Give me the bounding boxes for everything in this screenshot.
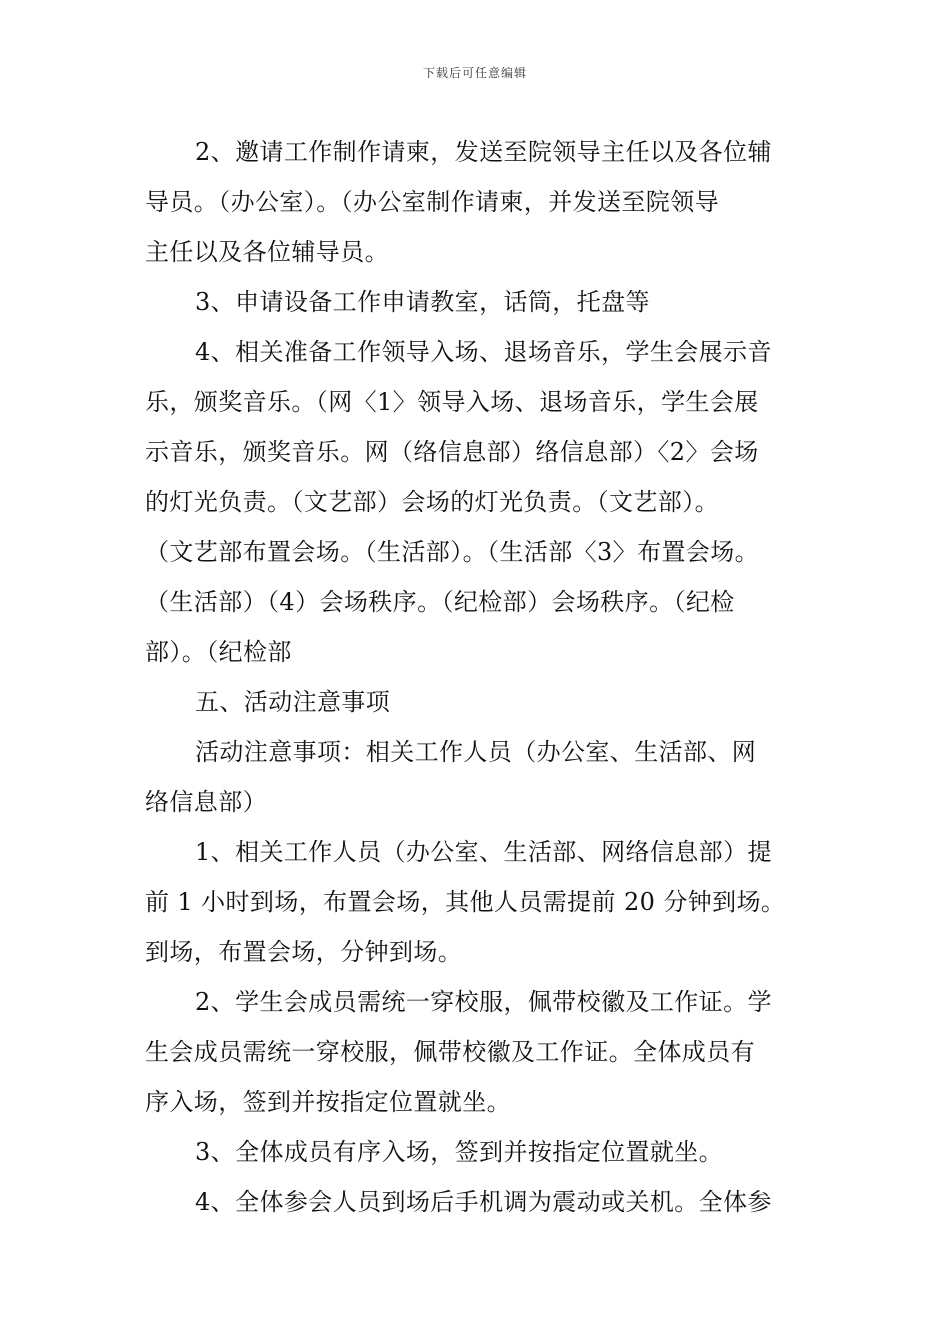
text-line: 到场，布置会场，分钟到场。: [145, 938, 463, 966]
text-line: 导员。（办公室）。（办公室制作请柬，并发送至院领导: [145, 188, 719, 216]
text-line: 示音乐，颁奖音乐。网（络信息部）络信息部）〈2〉会场: [145, 438, 759, 466]
text-line: 4、相关准备工作领导入场、退场音乐，学生会展示音: [195, 338, 772, 366]
text-line: 主任以及各位辅导员。: [145, 238, 389, 266]
page-header-note: 下载后可任意编辑: [422, 66, 527, 80]
text-line: 乐，颁奖音乐。（网〈1〉领导入场、退场音乐，学生会展: [145, 388, 759, 416]
text-line: 络信息部）: [145, 788, 267, 816]
text-line: 活动注意事项：相关工作人员（办公室、生活部、网: [195, 738, 757, 766]
text-line: 3、全体成员有序入场，签到并按指定位置就坐。: [195, 1138, 724, 1166]
text-line: 2、学生会成员需统一穿校服，佩带校徽及工作证。学: [195, 988, 772, 1016]
text-line: 的灯光负责。（文艺部）会场的灯光负责。（文艺部）。: [145, 488, 719, 516]
document-body: [145, 127, 810, 1227]
text-line: 序入场，签到并按指定位置就坐。: [145, 1088, 511, 1116]
section-heading: 五、活动注意事项: [195, 688, 391, 716]
text-line: 4、全体参会人员到场后手机调为震动或关机。全体参: [195, 1188, 772, 1216]
text-line: 前 1 小时到场，布置会场，其他人员需提前 20 分钟到场。: [145, 888, 786, 916]
text-line: 1、相关工作人员（办公室、生活部、网络信息部）提: [195, 838, 772, 866]
text-line: 2、邀请工作制作请柬，发送至院领导主任以及各位辅: [195, 138, 772, 166]
text-line: 生会成员需统一穿校服，佩带校徽及工作证。全体成员有: [145, 1038, 755, 1066]
text-line: （文艺部布置会场。（生活部）。（生活部〈3〉布置会场。: [145, 538, 760, 566]
text-line: 部）。（纪检部: [145, 638, 292, 666]
text-line: （生活部）（4）会场秩序。（纪检部）会场秩序。（纪检: [145, 588, 735, 616]
text-line: 3、申请设备工作申请教室，话筒，托盘等: [195, 288, 650, 316]
